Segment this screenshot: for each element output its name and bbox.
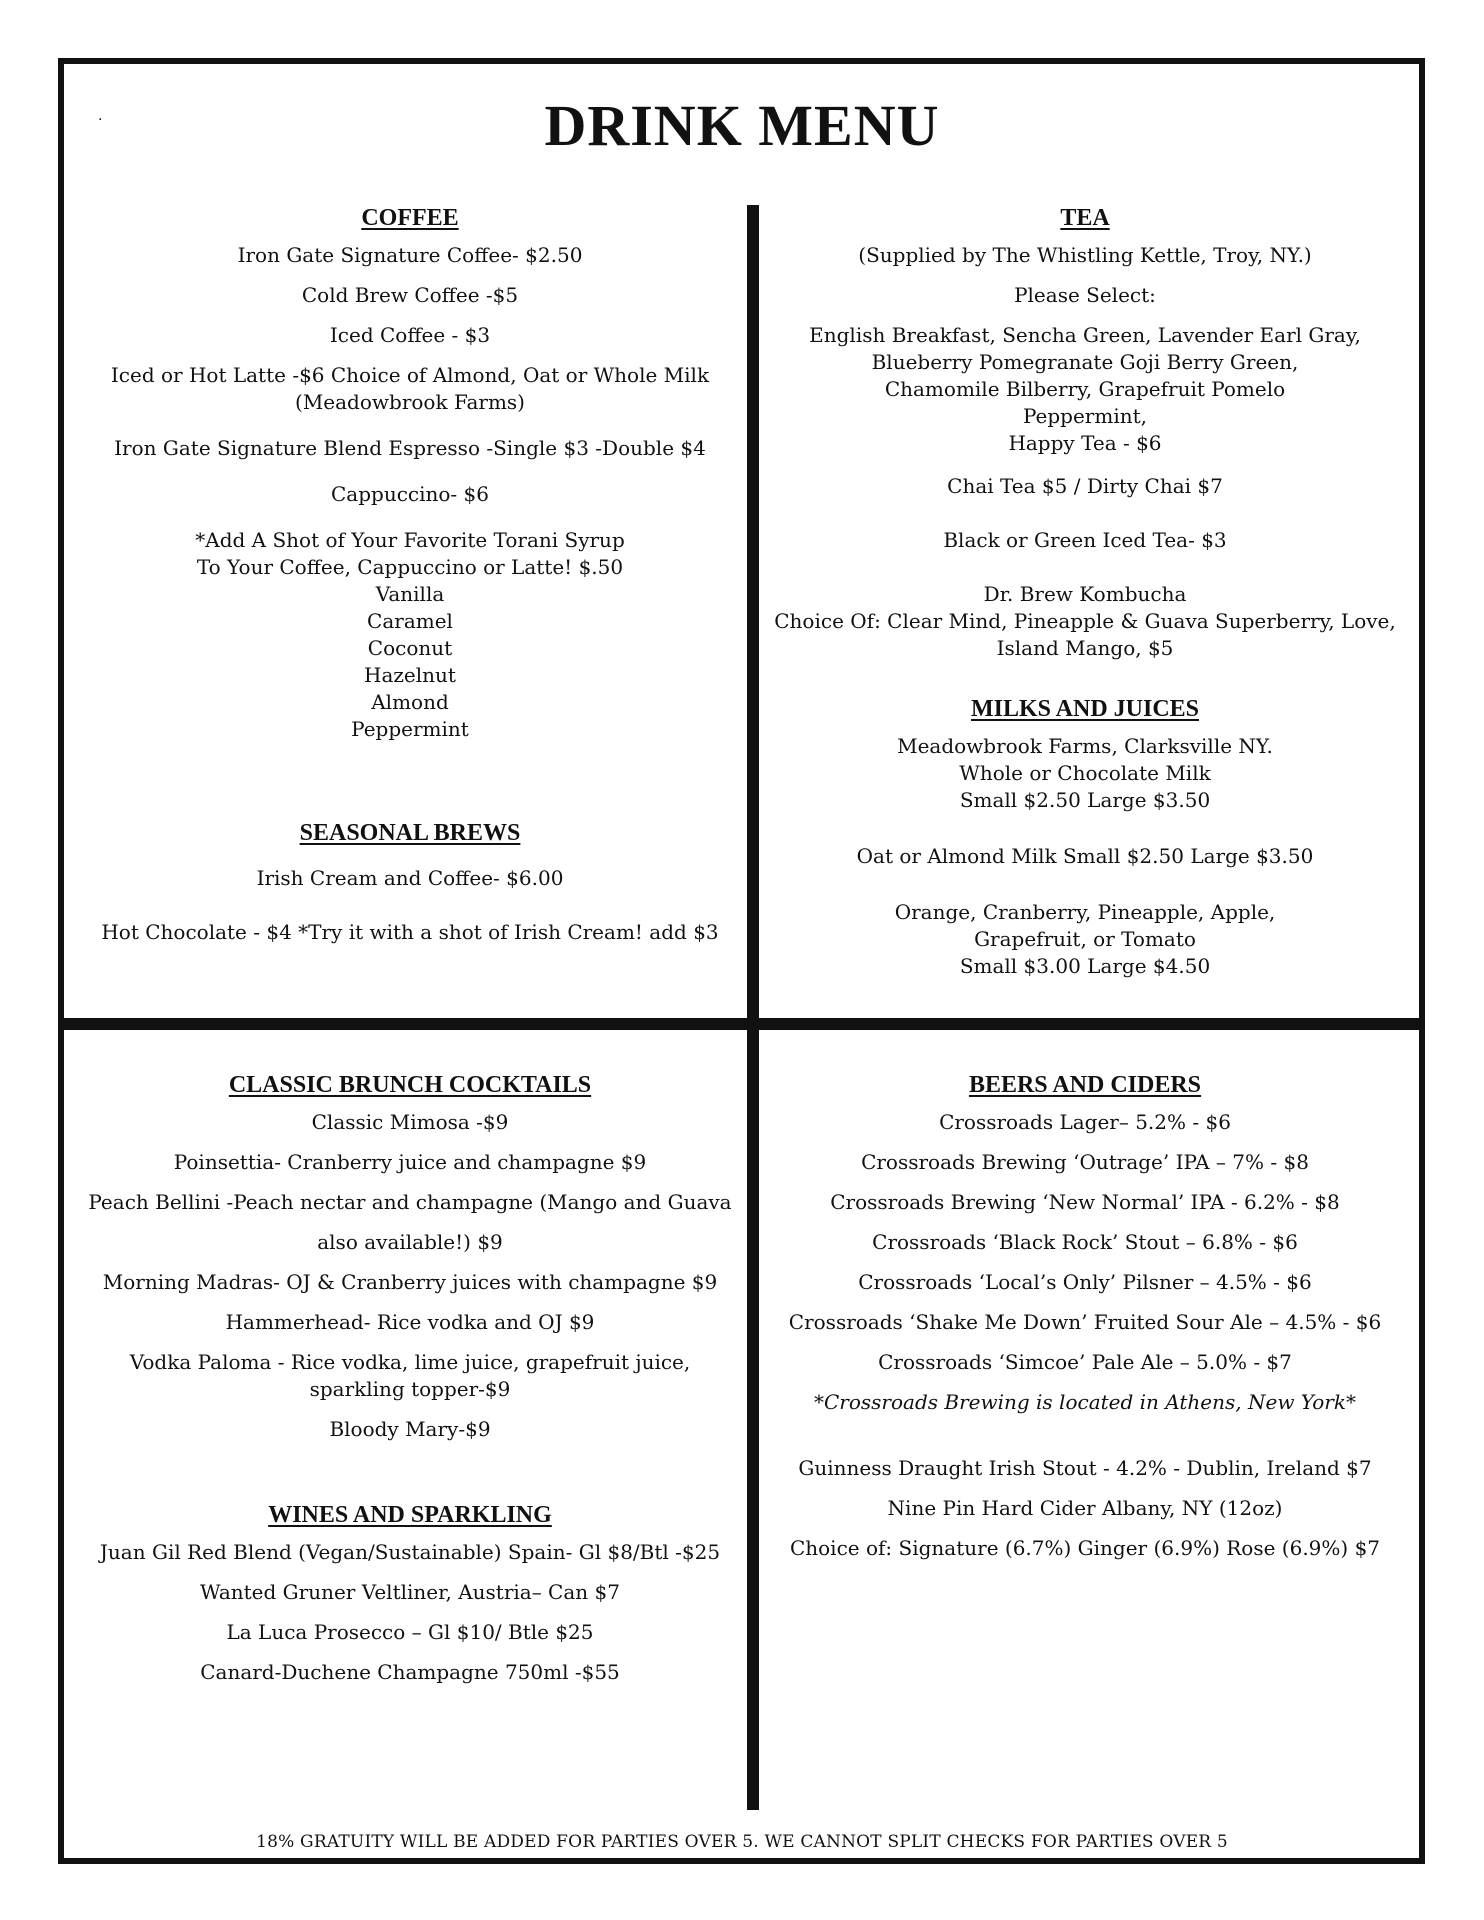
cocktail-item: Vodka Paloma - Rice vodka, lime juice, grapefruit juice, bbox=[129, 1350, 691, 1374]
cocktail-item: sparkling topper-$9 bbox=[309, 1377, 511, 1401]
page-title: DRINK MENU bbox=[544, 93, 940, 158]
kombucha-item: Dr. Brew Kombucha bbox=[983, 582, 1187, 606]
wines-heading: WINES AND SPARKLING bbox=[268, 1502, 552, 1528]
chai-item: Chai Tea $5 / Dirty Chai $7 bbox=[947, 474, 1223, 498]
beer-item: Crossroads Brewing ‘Outrage’ IPA – 7% - $8 bbox=[861, 1150, 1309, 1174]
cocktail-item: Classic Mimosa -$9 bbox=[311, 1110, 509, 1134]
beers-section bbox=[770, 1072, 1400, 1575]
beer-item: Guinness Draught Irish Stout - 4.2% - Dublin, Ireland $7 bbox=[798, 1456, 1372, 1480]
brewery-note: *Crossroads Brewing is located in Athens, New York* bbox=[814, 1390, 1356, 1414]
seasonal-item: Hot Chocolate - $4 *Try it with a shot of Irish Cream! add $3 bbox=[101, 920, 719, 944]
milks-heading: MILKS AND JUICES bbox=[970, 696, 1200, 722]
coffee-item: Cold Brew Coffee -$5 bbox=[301, 283, 519, 307]
cocktails-heading: CLASSIC BRUNCH COCKTAILS bbox=[228, 1072, 592, 1098]
tea-supplier: (Supplied by The Whistling Kettle, Troy, NY.) bbox=[858, 243, 1312, 267]
tea-variety: Happy Tea - $6 bbox=[1008, 431, 1162, 455]
syrup-flavor: Almond bbox=[371, 690, 449, 714]
alt-milk-item: Oat or Almond Milk Small $2.50 Large $3.50 bbox=[856, 844, 1314, 868]
beer-item: Crossroads ‘Black Rock’ Stout – 6.8% - $6 bbox=[872, 1230, 1298, 1254]
milk-item: Whole or Chocolate Milk bbox=[959, 761, 1211, 785]
syrup-intro: *Add A Shot of Your Favorite Torani Syrup bbox=[195, 528, 625, 552]
milk-item: Small $2.50 Large $3.50 bbox=[959, 788, 1211, 812]
seasonal-item: Irish Cream and Coffee- $6.00 bbox=[256, 866, 564, 890]
beer-item: Choice of: Signature (6.7%) Ginger (6.9%) Rose (6.9%) $7 bbox=[789, 1536, 1381, 1560]
wine-item: Canard-Duchene Champagne 750ml -$55 bbox=[200, 1660, 620, 1684]
kombucha-item: Island Mango, $5 bbox=[996, 636, 1174, 660]
coffee-item: Iron Gate Signature Coffee- $2.50 bbox=[237, 243, 583, 267]
beer-item: Crossroads Brewing ‘New Normal’ IPA - 6.2% - $8 bbox=[830, 1190, 1340, 1214]
seasonal-section bbox=[80, 820, 740, 959]
tea-variety: Chamomile Bilberry, Grapefruit Pomelo bbox=[884, 377, 1286, 401]
coffee-item: Cappuccino- $6 bbox=[331, 482, 489, 506]
juice-item: Orange, Cranberry, Pineapple, Apple, bbox=[894, 900, 1276, 924]
tea-select: Please Select: bbox=[1014, 283, 1156, 307]
juice-item: Grapefruit, or Tomato bbox=[974, 927, 1196, 951]
cocktail-item: Hammerhead- Rice vodka and OJ $9 bbox=[225, 1310, 595, 1334]
wine-item: La Luca Prosecco – Gl $10/ Btle $25 bbox=[226, 1620, 594, 1644]
cocktail-item: Morning Madras- OJ & Cranberry juices with champagne $9 bbox=[102, 1270, 718, 1294]
horizontal-divider bbox=[62, 1018, 1421, 1030]
kombucha-item: Choice Of: Clear Mind, Pineapple & Guava Superberry, Love, bbox=[774, 609, 1396, 633]
beer-item: Nine Pin Hard Cider Albany, NY (12oz) bbox=[887, 1496, 1283, 1520]
syrup-flavor: Peppermint bbox=[351, 717, 469, 741]
wine-item: Wanted Gruner Veltliner, Austria– Can $7 bbox=[200, 1580, 620, 1604]
coffee-section bbox=[80, 205, 740, 743]
beer-item: Crossroads ‘Simcoe’ Pale Ale – 5.0% - $7 bbox=[878, 1350, 1292, 1374]
tea-variety: Blueberry Pomegranate Goji Berry Green, bbox=[871, 350, 1299, 374]
syrup-flavor: Hazelnut bbox=[364, 663, 456, 687]
vertical-divider bbox=[747, 205, 759, 1810]
spacer bbox=[770, 1429, 1400, 1455]
syrup-flavor: Coconut bbox=[367, 636, 453, 660]
coffee-item: Iron Gate Signature Blend Espresso -Single $3 -Double $4 bbox=[114, 436, 706, 460]
beer-item: Crossroads Lager– 5.2% - $6 bbox=[939, 1110, 1231, 1134]
cocktails-section bbox=[80, 1072, 740, 1456]
coffee-item: Iced or Hot Latte -$6 Choice of Almond, Oat or Whole Milk bbox=[110, 363, 710, 387]
tea-variety: English Breakfast, Sencha Green, Lavender Earl Gray, bbox=[809, 323, 1361, 347]
iced-tea-item: Black or Green Iced Tea- $3 bbox=[943, 528, 1227, 552]
syrup-flavor: Vanilla bbox=[375, 582, 445, 606]
cocktail-item: also available!) $9 bbox=[317, 1230, 503, 1254]
gratuity-footer: 18% GRATUITY WILL BE ADDED FOR PARTIES OVER 5. WE CANNOT SPLIT CHECKS FOR PARTIES OVER 5 bbox=[256, 1832, 1228, 1852]
syrup-flavor: Caramel bbox=[367, 609, 453, 633]
tea-section bbox=[770, 205, 1400, 662]
beer-item: Crossroads ‘Shake Me Down’ Fruited Sour Ale – 4.5% - $6 bbox=[788, 1310, 1382, 1334]
juice-item: Small $3.00 Large $4.50 bbox=[959, 954, 1211, 978]
beers-heading: BEERS AND CIDERS bbox=[968, 1072, 1202, 1098]
milks-section bbox=[770, 696, 1400, 980]
syrup-intro: To Your Coffee, Cappuccino or Latte! $.50 bbox=[196, 555, 624, 579]
wines-section bbox=[80, 1502, 740, 1699]
milk-item: Meadowbrook Farms, Clarksville NY. bbox=[897, 734, 1273, 758]
coffee-item: Iced Coffee - $3 bbox=[329, 323, 491, 347]
cocktail-item: Poinsettia- Cranberry juice and champagne $9 bbox=[173, 1150, 647, 1174]
seasonal-heading: SEASONAL BREWS bbox=[299, 820, 521, 846]
tea-heading: TEA bbox=[1060, 205, 1110, 231]
beer-item: Crossroads ‘Local’s Only’ Pilsner – 4.5% - $6 bbox=[858, 1270, 1312, 1294]
coffee-item: (Meadowbrook Farms) bbox=[295, 390, 525, 414]
coffee-heading: COFFEE bbox=[361, 205, 459, 231]
cocktail-item: Bloody Mary-$9 bbox=[329, 1417, 491, 1441]
cocktail-item: Peach Bellini -Peach nectar and champagne (Mango and Guava bbox=[88, 1190, 732, 1214]
stray-dot: . bbox=[98, 108, 103, 124]
tea-variety: Peppermint, bbox=[1022, 404, 1148, 428]
wine-item: Juan Gil Red Blend (Vegan/Sustainable) Spain- Gl $8/Btl -$25 bbox=[99, 1540, 721, 1564]
